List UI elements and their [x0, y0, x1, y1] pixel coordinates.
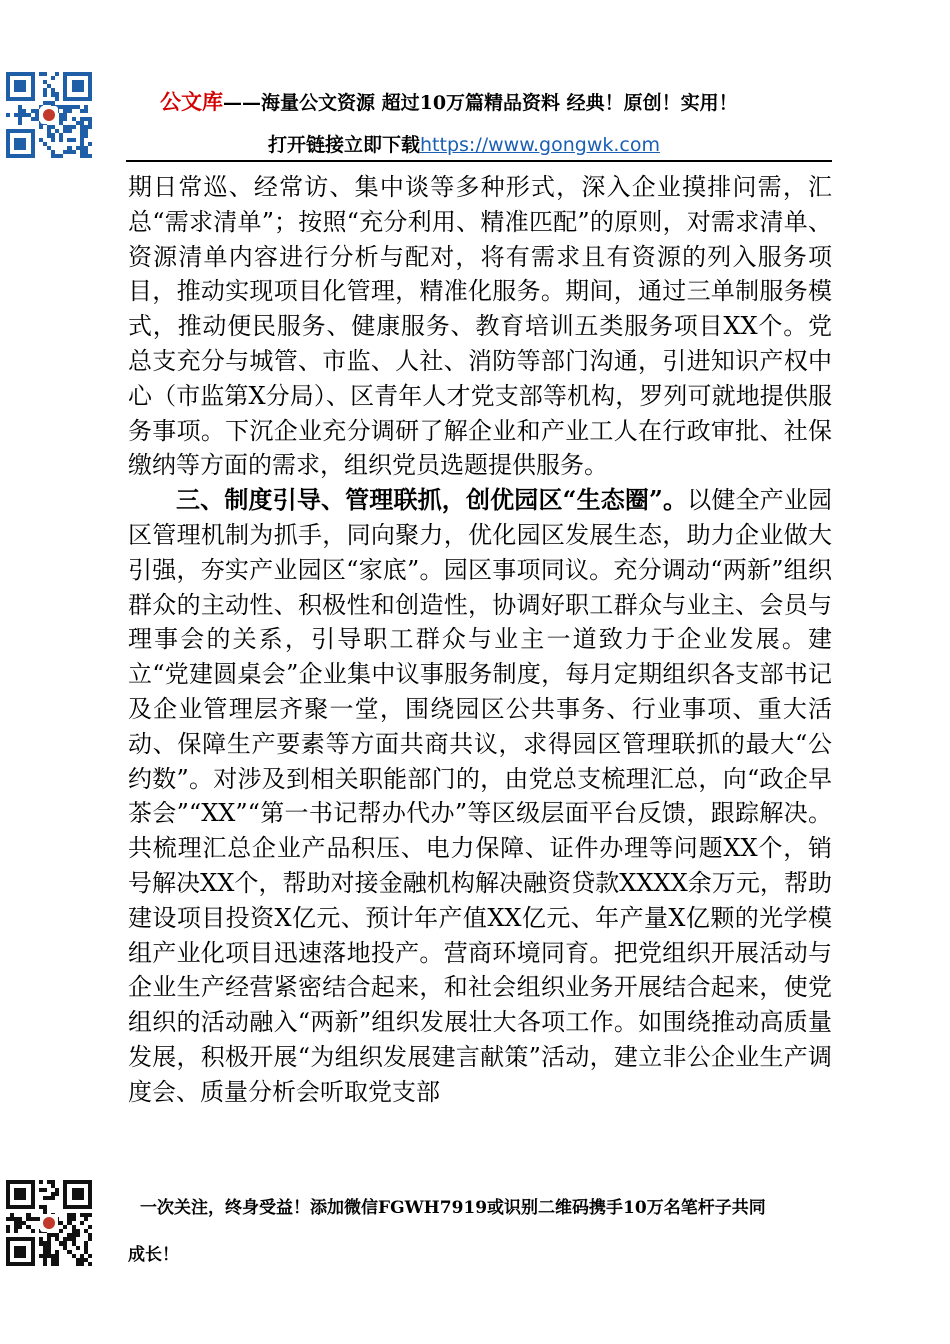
section-3-text: 以健全产业园区管理机制为抓手，同向聚力，优化园区发展生态，助力企业做大引强，夯实产业园区“家底”。园区事项同议。充分调动“两新”组织群众的主动性、积极性和创造性，协调好职工群众与业主、会员与理事会的关系，引导职工群众与业主一道致力于企业发展。建立“党建圆桌会”企业集中议事服务制度，每月定期组织各支部书记及企业管理层齐聚一堂，围绕园区公共事务、行业事项、重大活动、保障生产要素等方面共商共议，求得园区管理联抓的最大“公约数”。对涉及到相关职能部门的，由党总支梳理汇总，向“政企早茶会”“XX”“第一书记帮办代办”等区级层面平台反馈，跟踪解决。共梳理汇总企业产品积压、电力保障、证件办理等问题XX个，销号解决XX个，帮助对接金融机构解决融资贷款XXXX余万元，帮助建设项目投资X亿元、预计年产值XX亿元、年产量X亿颗的光学模组产业化项目迅速落地投产。营商环境同育。把党组织开展活动与企业生产经营紧密结合起来，和社会组织业务开展结合起来，使党组织的活动融入“两新”组织发展壮大各项工作。如围绕推动高质量发展，积极开展“为组织发展建言献策”活动，建立非公企业生产调度会、质量分析会听取党支部 [128, 486, 833, 1106]
qr-code-icon[interactable] [6, 72, 92, 158]
section-3-paragraph [128, 483, 832, 1109]
header-banner [160, 86, 860, 116]
header-divider [126, 160, 832, 162]
qr-module [88, 1262, 92, 1266]
qr-logo-icon [40, 106, 58, 124]
website-link[interactable]: https://www.gongwk.com [420, 134, 660, 156]
download-line [268, 130, 660, 157]
download-prefix: 打开链接立即下载 [268, 134, 421, 156]
body-paragraph: 期日常巡、经常访、集中谈等多种形式，深入企业摸排问需，汇总“需求清单”；按照“充分利用、精准匹配”的原则，对需求清单、资源清单内容进行分析与配对，将有需求且有资源的列入服务项目，推动实现项目化管理，精准化服务。期间，通过三单制服务模式，推动便民服务、健康服务、教育培训五类服务项目XX个。党总支充分与城管、市监、人社、消防等部门沟通，引进知识产权中心（市监第X分局）、区青年人才党支部等机构，罗列可就地提供服务事项。下沉企业充分调研了解企业和产业工人在行政审批、社保缴纳等方面的需求，组织党员选题提供服务。 [128, 173, 832, 480]
section-3-heading: 三、制度引导、管理联抓，创优园区“生态圈”。 [176, 485, 688, 515]
qr-code-icon[interactable] [6, 1180, 92, 1266]
document-body [128, 170, 832, 1110]
footer-promo-line: 一次关注，终身受益！添加微信FGWH7919或识别二维码携手10万名笔杆子共同 [140, 1198, 766, 1218]
qr-module [88, 154, 92, 158]
brand-name: 公文库 [160, 89, 223, 114]
footer-promo-line-end: 成长！ [128, 1245, 179, 1265]
header-tagline: ——海量公文资源 超过10万篇精品资料 经典！原创！实用！ [223, 92, 738, 114]
qr-logo-icon [40, 1214, 58, 1232]
